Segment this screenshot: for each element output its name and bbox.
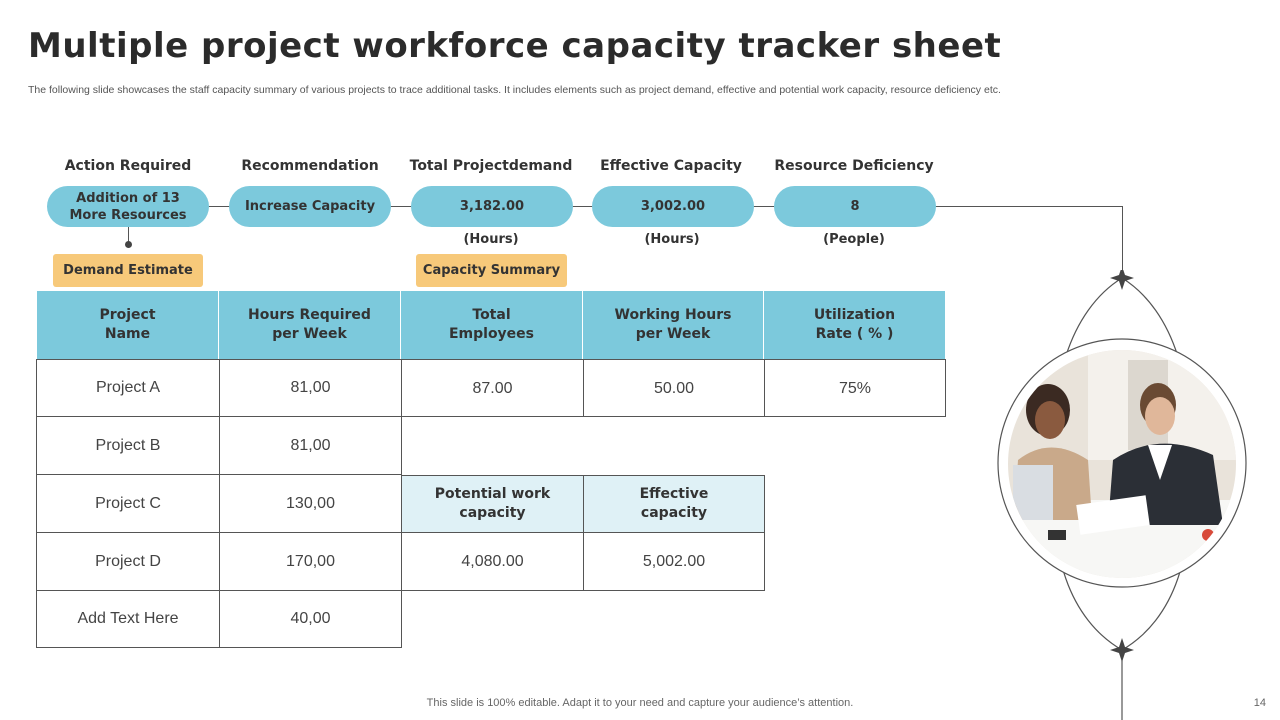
star-bottom-icon <box>1110 638 1134 662</box>
kpi-label-effective: Effective Capacity <box>600 158 742 174</box>
header-utilization-rate <box>764 291 945 359</box>
header-hours-required-text: Hours Required per Week <box>248 307 371 342</box>
page-subtitle: The following slide showcases the staff capacity summary of various projects to trace additional tasks. It includes elements such as project demand, effective and potential work capacity, resource deficiency etc. <box>28 84 1001 96</box>
header-utilization-rate-text: Utilization Rate ( % ) <box>813 307 896 342</box>
potential-capacity-value: 4,080.00 <box>401 532 584 591</box>
kpi-pill-effective: 3,002.00 <box>592 186 754 227</box>
hours-required-cell: 40,00 <box>219 590 402 648</box>
header-total-employees-text: Total Employees <box>448 307 535 342</box>
kpi-unit-demand: (Hours) <box>463 232 519 247</box>
header-working-hours-text: Working Hours per Week <box>614 307 732 342</box>
effective-capacity-value: 5,002.00 <box>583 532 765 591</box>
star-top-icon <box>1110 270 1134 290</box>
header-potential-capacity <box>401 475 584 533</box>
header-project-name <box>37 291 219 359</box>
demand-estimate-tag: Demand Estimate <box>53 254 203 287</box>
kpi-pill-recommendation: Increase Capacity <box>229 186 391 227</box>
kpi-unit-deficiency: (People) <box>823 232 885 247</box>
kpi-label-deficiency: Resource Deficiency <box>774 158 934 174</box>
total-employees-value: 87.00 <box>401 359 584 417</box>
project-name-cell: Project A <box>36 359 220 417</box>
hours-required-cell: 81,00 <box>219 416 402 475</box>
header-project-name-text: Project Name <box>99 307 156 342</box>
hours-required-cell: 170,00 <box>219 532 402 591</box>
project-name-cell: Project D <box>36 532 220 591</box>
capacity-summary-tag: Capacity Summary <box>416 254 567 287</box>
meeting-photo <box>1008 350 1236 578</box>
project-name-cell: Add Text Here <box>36 590 220 648</box>
kpi-connector-drop <box>1122 206 1123 278</box>
page-number: 14 <box>1253 697 1266 709</box>
header-total-employees <box>401 291 583 359</box>
page-title: Multiple project workforce capacity tracker sheet <box>28 26 1002 66</box>
hours-required-cell: 130,00 <box>219 474 402 533</box>
working-hours-value: 50.00 <box>583 359 765 417</box>
utilization-rate-value: 75% <box>764 359 946 417</box>
footer-note: This slide is 100% editable. Adapt it to your need and capture your audience’s attention. <box>426 697 854 709</box>
project-name-cell: Project C <box>36 474 220 533</box>
connector-dot <box>125 241 132 248</box>
kpi-label-recommendation: Recommendation <box>241 158 379 174</box>
hours-required-cell: 81,00 <box>219 359 402 417</box>
kpi-pill-action: Addition of 13 More Resources <box>47 186 209 227</box>
header-hours-required <box>219 291 401 359</box>
kpi-pill-demand: 3,182.00 <box>411 186 573 227</box>
kpi-unit-effective: (Hours) <box>644 232 700 247</box>
kpi-label-action: Action Required <box>64 158 192 174</box>
kpi-pill-deficiency: 8 <box>774 186 936 227</box>
header-effective-capacity-text: Effective capacity <box>639 486 709 521</box>
header-potential-capacity-text: Potential work capacity <box>434 486 551 521</box>
project-name-cell: Project B <box>36 416 220 475</box>
header-working-hours <box>583 291 764 359</box>
kpi-label-demand: Total Projectdemand <box>409 158 573 174</box>
header-effective-capacity <box>583 475 765 533</box>
